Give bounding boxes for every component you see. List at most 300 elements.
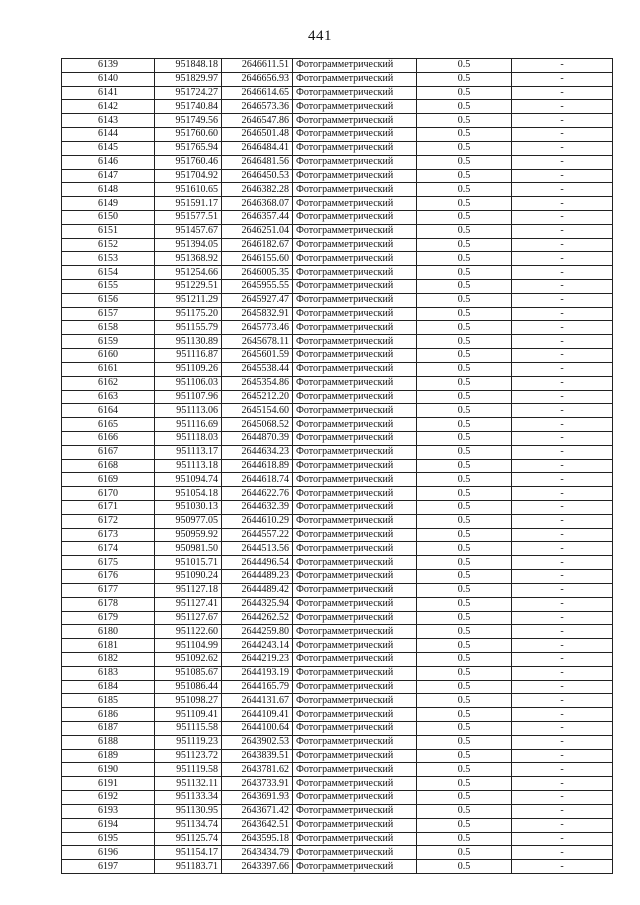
accuracy-cell: 0.5: [417, 818, 512, 832]
point-number-cell: 6152: [62, 238, 155, 252]
point-number-cell: 6150: [62, 210, 155, 224]
y-coordinate-cell: 2646547.86: [222, 114, 293, 128]
x-coordinate-cell: 951109.41: [155, 708, 222, 722]
note-cell: -: [512, 238, 613, 252]
accuracy-cell: 0.5: [417, 197, 512, 211]
accuracy-cell: 0.5: [417, 832, 512, 846]
x-coordinate-cell: 951211.29: [155, 293, 222, 307]
method-cell: Фотограмметрический: [293, 307, 417, 321]
accuracy-cell: 0.5: [417, 556, 512, 570]
y-coordinate-cell: 2646382.28: [222, 183, 293, 197]
method-cell: Фотограмметрический: [293, 652, 417, 666]
x-coordinate-cell: 951119.23: [155, 735, 222, 749]
method-cell: Фотограмметрический: [293, 238, 417, 252]
table-row: [62, 252, 613, 266]
table-row: [62, 735, 613, 749]
y-coordinate-cell: 2646501.48: [222, 128, 293, 142]
method-cell: Фотограмметрический: [293, 542, 417, 556]
y-coordinate-cell: 2644870.39: [222, 431, 293, 445]
point-number-cell: 6185: [62, 694, 155, 708]
method-cell: Фотограмметрический: [293, 832, 417, 846]
note-cell: -: [512, 335, 613, 349]
y-coordinate-cell: 2644219.23: [222, 652, 293, 666]
note-cell: -: [512, 280, 613, 294]
method-cell: Фотограмметрический: [293, 749, 417, 763]
point-number-cell: 6196: [62, 846, 155, 860]
x-coordinate-cell: 950977.05: [155, 514, 222, 528]
x-coordinate-cell: 951740.84: [155, 100, 222, 114]
accuracy-cell: 0.5: [417, 418, 512, 432]
accuracy-cell: 0.5: [417, 777, 512, 791]
method-cell: Фотограмметрический: [293, 860, 417, 874]
accuracy-cell: 0.5: [417, 128, 512, 142]
point-number-cell: 6177: [62, 583, 155, 597]
note-cell: -: [512, 487, 613, 501]
accuracy-cell: 0.5: [417, 169, 512, 183]
accuracy-cell: 0.5: [417, 390, 512, 404]
y-coordinate-cell: 2644100.64: [222, 722, 293, 736]
table-row: [62, 59, 613, 73]
note-cell: -: [512, 445, 613, 459]
note-cell: -: [512, 128, 613, 142]
method-cell: Фотограмметрический: [293, 556, 417, 570]
method-cell: Фотограмметрический: [293, 431, 417, 445]
accuracy-cell: 0.5: [417, 86, 512, 100]
y-coordinate-cell: 2644618.74: [222, 473, 293, 487]
table-row: [62, 141, 613, 155]
x-coordinate-cell: 951368.92: [155, 252, 222, 266]
method-cell: Фотограмметрический: [293, 418, 417, 432]
page-number: 441: [308, 28, 332, 44]
accuracy-cell: 0.5: [417, 114, 512, 128]
note-cell: -: [512, 818, 613, 832]
point-number-cell: 6176: [62, 570, 155, 584]
accuracy-cell: 0.5: [417, 183, 512, 197]
note-cell: -: [512, 501, 613, 515]
point-number-cell: 6169: [62, 473, 155, 487]
point-number-cell: 6163: [62, 390, 155, 404]
note-cell: -: [512, 597, 613, 611]
method-cell: Фотограмметрический: [293, 335, 417, 349]
x-coordinate-cell: 951577.51: [155, 210, 222, 224]
accuracy-cell: 0.5: [417, 238, 512, 252]
note-cell: -: [512, 804, 613, 818]
y-coordinate-cell: 2645955.55: [222, 280, 293, 294]
point-number-cell: 6160: [62, 349, 155, 363]
x-coordinate-cell: 951098.27: [155, 694, 222, 708]
method-cell: Фотограмметрический: [293, 376, 417, 390]
note-cell: -: [512, 846, 613, 860]
x-coordinate-cell: 951116.87: [155, 349, 222, 363]
x-coordinate-cell: 951030.13: [155, 501, 222, 515]
y-coordinate-cell: 2645354.86: [222, 376, 293, 390]
note-cell: -: [512, 210, 613, 224]
accuracy-cell: 0.5: [417, 155, 512, 169]
point-number-cell: 6161: [62, 362, 155, 376]
note-cell: -: [512, 556, 613, 570]
accuracy-cell: 0.5: [417, 293, 512, 307]
method-cell: Фотограмметрический: [293, 266, 417, 280]
x-coordinate-cell: 951113.18: [155, 459, 222, 473]
method-cell: Фотограмметрический: [293, 528, 417, 542]
y-coordinate-cell: 2644131.67: [222, 694, 293, 708]
table-row: [62, 570, 613, 584]
accuracy-cell: 0.5: [417, 514, 512, 528]
x-coordinate-cell: 951109.26: [155, 362, 222, 376]
table-row: [62, 708, 613, 722]
x-coordinate-cell: 951125.74: [155, 832, 222, 846]
method-cell: Фотограмметрический: [293, 818, 417, 832]
y-coordinate-cell: 2645832.91: [222, 307, 293, 321]
y-coordinate-cell: 2645773.46: [222, 321, 293, 335]
table-row: [62, 639, 613, 653]
method-cell: Фотограмметрический: [293, 501, 417, 515]
method-cell: Фотограмметрический: [293, 141, 417, 155]
accuracy-cell: 0.5: [417, 376, 512, 390]
note-cell: -: [512, 514, 613, 528]
x-coordinate-cell: 951183.71: [155, 860, 222, 874]
point-number-cell: 6180: [62, 625, 155, 639]
x-coordinate-cell: 951107.96: [155, 390, 222, 404]
point-number-cell: 6166: [62, 431, 155, 445]
note-cell: -: [512, 832, 613, 846]
point-number-cell: 6159: [62, 335, 155, 349]
point-number-cell: 6173: [62, 528, 155, 542]
note-cell: -: [512, 542, 613, 556]
table-row: [62, 224, 613, 238]
x-coordinate-cell: 951115.58: [155, 722, 222, 736]
note-cell: -: [512, 59, 613, 73]
point-number-cell: 6197: [62, 860, 155, 874]
table-row: [62, 169, 613, 183]
method-cell: Фотограмметрический: [293, 321, 417, 335]
method-cell: Фотограмметрический: [293, 155, 417, 169]
x-coordinate-cell: 951132.11: [155, 777, 222, 791]
accuracy-cell: 0.5: [417, 473, 512, 487]
note-cell: -: [512, 570, 613, 584]
accuracy-cell: 0.5: [417, 528, 512, 542]
y-coordinate-cell: 2645678.11: [222, 335, 293, 349]
method-cell: Фотограмметрический: [293, 804, 417, 818]
y-coordinate-cell: 2643691.93: [222, 791, 293, 805]
note-cell: -: [512, 763, 613, 777]
y-coordinate-cell: 2646481.56: [222, 155, 293, 169]
note-cell: -: [512, 404, 613, 418]
accuracy-cell: 0.5: [417, 583, 512, 597]
y-coordinate-cell: 2644489.42: [222, 583, 293, 597]
point-number-cell: 6156: [62, 293, 155, 307]
method-cell: Фотограмметрический: [293, 846, 417, 860]
x-coordinate-cell: 950981.50: [155, 542, 222, 556]
table-row: [62, 293, 613, 307]
table-row: [62, 155, 613, 169]
accuracy-cell: 0.5: [417, 266, 512, 280]
table-row: [62, 846, 613, 860]
point-number-cell: 6174: [62, 542, 155, 556]
y-coordinate-cell: 2645927.47: [222, 293, 293, 307]
note-cell: -: [512, 777, 613, 791]
table-row: [62, 487, 613, 501]
note-cell: -: [512, 625, 613, 639]
note-cell: -: [512, 860, 613, 874]
x-coordinate-cell: 951130.95: [155, 804, 222, 818]
table-row: [62, 860, 613, 874]
table-row: [62, 611, 613, 625]
table-row: [62, 266, 613, 280]
note-cell: -: [512, 376, 613, 390]
note-cell: -: [512, 224, 613, 238]
accuracy-cell: 0.5: [417, 708, 512, 722]
method-cell: Фотограмметрический: [293, 128, 417, 142]
accuracy-cell: 0.5: [417, 735, 512, 749]
method-cell: Фотограмметрический: [293, 362, 417, 376]
y-coordinate-cell: 2643902.53: [222, 735, 293, 749]
x-coordinate-cell: 951106.03: [155, 376, 222, 390]
y-coordinate-cell: 2646155.60: [222, 252, 293, 266]
method-cell: Фотограмметрический: [293, 487, 417, 501]
note-cell: -: [512, 418, 613, 432]
method-cell: Фотограмметрический: [293, 763, 417, 777]
accuracy-cell: 0.5: [417, 804, 512, 818]
method-cell: Фотограмметрический: [293, 639, 417, 653]
note-cell: -: [512, 473, 613, 487]
note-cell: -: [512, 266, 613, 280]
x-coordinate-cell: 951085.67: [155, 666, 222, 680]
y-coordinate-cell: 2646182.67: [222, 238, 293, 252]
note-cell: -: [512, 72, 613, 86]
accuracy-cell: 0.5: [417, 487, 512, 501]
table-row: [62, 818, 613, 832]
point-number-cell: 6142: [62, 100, 155, 114]
table-row: [62, 197, 613, 211]
point-number-cell: 6168: [62, 459, 155, 473]
x-coordinate-cell: 951765.94: [155, 141, 222, 155]
y-coordinate-cell: 2646368.07: [222, 197, 293, 211]
note-cell: -: [512, 749, 613, 763]
table-row: [62, 86, 613, 100]
x-coordinate-cell: 951090.24: [155, 570, 222, 584]
point-number-cell: 6171: [62, 501, 155, 515]
x-coordinate-cell: 951457.67: [155, 224, 222, 238]
accuracy-cell: 0.5: [417, 791, 512, 805]
method-cell: Фотограмметрический: [293, 722, 417, 736]
table-row: [62, 210, 613, 224]
method-cell: Фотограмметрический: [293, 570, 417, 584]
note-cell: -: [512, 694, 613, 708]
note-cell: -: [512, 155, 613, 169]
accuracy-cell: 0.5: [417, 749, 512, 763]
method-cell: Фотограмметрический: [293, 708, 417, 722]
y-coordinate-cell: 2643839.51: [222, 749, 293, 763]
point-number-cell: 6144: [62, 128, 155, 142]
y-coordinate-cell: 2644557.22: [222, 528, 293, 542]
y-coordinate-cell: 2646450.53: [222, 169, 293, 183]
x-coordinate-cell: 951116.69: [155, 418, 222, 432]
point-number-cell: 6149: [62, 197, 155, 211]
x-coordinate-cell: 951591.17: [155, 197, 222, 211]
point-number-cell: 6172: [62, 514, 155, 528]
point-number-cell: 6164: [62, 404, 155, 418]
table-row: [62, 804, 613, 818]
point-number-cell: 6182: [62, 652, 155, 666]
table-row: [62, 335, 613, 349]
accuracy-cell: 0.5: [417, 321, 512, 335]
method-cell: Фотограмметрический: [293, 625, 417, 639]
y-coordinate-cell: 2645601.59: [222, 349, 293, 363]
table-row: [62, 238, 613, 252]
table-row: [62, 722, 613, 736]
table-row: [62, 542, 613, 556]
table-row: [62, 597, 613, 611]
x-coordinate-cell: 951127.18: [155, 583, 222, 597]
point-number-cell: 6145: [62, 141, 155, 155]
table-row: [62, 763, 613, 777]
x-coordinate-cell: 951610.65: [155, 183, 222, 197]
y-coordinate-cell: 2646573.36: [222, 100, 293, 114]
accuracy-cell: 0.5: [417, 860, 512, 874]
accuracy-cell: 0.5: [417, 542, 512, 556]
note-cell: -: [512, 708, 613, 722]
point-number-cell: 6154: [62, 266, 155, 280]
table-row: [62, 625, 613, 639]
y-coordinate-cell: 2644243.14: [222, 639, 293, 653]
y-coordinate-cell: 2646005.35: [222, 266, 293, 280]
x-coordinate-cell: 951155.79: [155, 321, 222, 335]
accuracy-cell: 0.5: [417, 722, 512, 736]
method-cell: Фотограмметрический: [293, 169, 417, 183]
point-number-cell: 6139: [62, 59, 155, 73]
accuracy-cell: 0.5: [417, 639, 512, 653]
y-coordinate-cell: 2644513.56: [222, 542, 293, 556]
method-cell: Фотограмметрический: [293, 390, 417, 404]
x-coordinate-cell: 951760.60: [155, 128, 222, 142]
method-cell: Фотограмметрический: [293, 777, 417, 791]
note-cell: -: [512, 528, 613, 542]
accuracy-cell: 0.5: [417, 252, 512, 266]
note-cell: -: [512, 791, 613, 805]
method-cell: Фотограмметрический: [293, 224, 417, 238]
note-cell: -: [512, 114, 613, 128]
x-coordinate-cell: 951123.72: [155, 749, 222, 763]
method-cell: Фотограмметрический: [293, 597, 417, 611]
y-coordinate-cell: 2646614.65: [222, 86, 293, 100]
table-row: [62, 307, 613, 321]
method-cell: Фотограмметрический: [293, 293, 417, 307]
note-cell: -: [512, 86, 613, 100]
accuracy-cell: 0.5: [417, 611, 512, 625]
point-number-cell: 6184: [62, 680, 155, 694]
y-coordinate-cell: 2644262.52: [222, 611, 293, 625]
x-coordinate-cell: 951054.18: [155, 487, 222, 501]
accuracy-cell: 0.5: [417, 694, 512, 708]
x-coordinate-cell: 951094.74: [155, 473, 222, 487]
method-cell: Фотограмметрический: [293, 680, 417, 694]
table-row: [62, 418, 613, 432]
x-coordinate-cell: 951749.56: [155, 114, 222, 128]
note-cell: -: [512, 639, 613, 653]
table-row: [62, 832, 613, 846]
table-row: [62, 501, 613, 515]
method-cell: Фотограмметрический: [293, 59, 417, 73]
table-row: [62, 459, 613, 473]
method-cell: Фотограмметрический: [293, 404, 417, 418]
point-number-cell: 6188: [62, 735, 155, 749]
table-row: [62, 431, 613, 445]
point-number-cell: 6146: [62, 155, 155, 169]
x-coordinate-cell: 951133.34: [155, 791, 222, 805]
x-coordinate-cell: 951154.17: [155, 846, 222, 860]
point-number-cell: 6175: [62, 556, 155, 570]
x-coordinate-cell: 951127.41: [155, 597, 222, 611]
x-coordinate-cell: 951829.97: [155, 72, 222, 86]
method-cell: Фотограмметрический: [293, 611, 417, 625]
point-number-cell: 6147: [62, 169, 155, 183]
y-coordinate-cell: 2644165.79: [222, 680, 293, 694]
y-coordinate-cell: 2644489.23: [222, 570, 293, 584]
accuracy-cell: 0.5: [417, 280, 512, 294]
note-cell: -: [512, 390, 613, 404]
y-coordinate-cell: 2643733.91: [222, 777, 293, 791]
y-coordinate-cell: 2643642.51: [222, 818, 293, 832]
note-cell: -: [512, 183, 613, 197]
method-cell: Фотограмметрический: [293, 280, 417, 294]
x-coordinate-cell: 951848.18: [155, 59, 222, 73]
y-coordinate-cell: 2644618.89: [222, 459, 293, 473]
note-cell: -: [512, 722, 613, 736]
note-cell: -: [512, 197, 613, 211]
accuracy-cell: 0.5: [417, 100, 512, 114]
y-coordinate-cell: 2644634.23: [222, 445, 293, 459]
y-coordinate-cell: 2643397.66: [222, 860, 293, 874]
method-cell: Фотограмметрический: [293, 583, 417, 597]
table-row: [62, 666, 613, 680]
accuracy-cell: 0.5: [417, 59, 512, 73]
accuracy-cell: 0.5: [417, 72, 512, 86]
y-coordinate-cell: 2643595.18: [222, 832, 293, 846]
x-coordinate-cell: 951086.44: [155, 680, 222, 694]
x-coordinate-cell: 951113.17: [155, 445, 222, 459]
accuracy-cell: 0.5: [417, 652, 512, 666]
method-cell: Фотограмметрический: [293, 197, 417, 211]
point-number-cell: 6178: [62, 597, 155, 611]
table-row: [62, 514, 613, 528]
y-coordinate-cell: 2645154.60: [222, 404, 293, 418]
point-number-cell: 6153: [62, 252, 155, 266]
note-cell: -: [512, 680, 613, 694]
point-number-cell: 6179: [62, 611, 155, 625]
table-row: [62, 100, 613, 114]
method-cell: Фотограмметрический: [293, 735, 417, 749]
y-coordinate-cell: 2646611.51: [222, 59, 293, 73]
y-coordinate-cell: 2645068.52: [222, 418, 293, 432]
point-number-cell: 6158: [62, 321, 155, 335]
point-number-cell: 6170: [62, 487, 155, 501]
y-coordinate-cell: 2644496.54: [222, 556, 293, 570]
point-number-cell: 6193: [62, 804, 155, 818]
accuracy-cell: 0.5: [417, 349, 512, 363]
y-coordinate-cell: 2645538.44: [222, 362, 293, 376]
table-row: [62, 556, 613, 570]
x-coordinate-cell: 951015.71: [155, 556, 222, 570]
y-coordinate-cell: 2644622.76: [222, 487, 293, 501]
accuracy-cell: 0.5: [417, 362, 512, 376]
note-cell: -: [512, 583, 613, 597]
table-row: [62, 777, 613, 791]
x-coordinate-cell: 951130.89: [155, 335, 222, 349]
note-cell: -: [512, 141, 613, 155]
accuracy-cell: 0.5: [417, 680, 512, 694]
point-number-cell: 6157: [62, 307, 155, 321]
